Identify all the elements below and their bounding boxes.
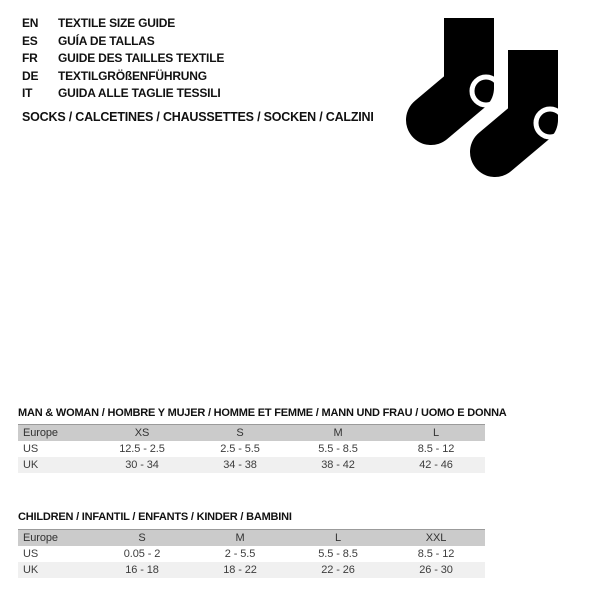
size-cell: 18 - 22 [223,564,257,576]
table-title-children: CHILDREN / INFANTIL / ENFANTS / KINDER / BAMBINI [18,511,292,523]
row-label: UK [23,564,39,576]
column-header-size: XXL [425,532,447,544]
size-cell: 34 - 38 [223,459,257,471]
size-table-adults [18,424,485,473]
table-header-row [18,424,485,441]
column-header-size: XS [134,427,150,439]
size-cell: 30 - 34 [125,459,159,471]
size-cell: 12.5 - 2.5 [119,443,165,455]
table-row-uk [18,457,485,473]
language-label: GUIDA ALLE TAGLIE TESSILI [58,86,221,100]
language-row-it [22,85,224,103]
column-header-size: S [236,427,244,439]
language-code: DE [22,68,39,83]
language-row-fr [22,50,224,68]
socks-icon [400,10,570,190]
language-code: FR [22,51,38,65]
table-row-us [18,546,485,562]
row-label: US [23,443,39,455]
column-header-size: S [138,532,146,544]
sock-back [431,18,500,120]
size-cell: 38 - 42 [321,459,355,471]
table-row-us [18,441,485,457]
row-label: US [23,548,39,560]
sock-front [495,50,564,152]
size-cell: 16 - 18 [125,564,159,576]
column-header-region: Europe [23,532,58,544]
size-cell: 5.5 - 8.5 [318,443,358,455]
column-header-size: L [334,532,342,544]
column-header-size: M [333,427,343,439]
language-code: EN [22,16,39,30]
size-cell: 2.5 - 5.5 [220,443,260,455]
column-header-size: L [432,427,440,439]
table-header-row [18,529,485,546]
size-cell: 8.5 - 12 [417,548,455,560]
language-row-de [22,68,224,86]
language-label: GUIDE DES TAILLES TEXTILE [58,51,225,65]
language-label: TEXTILGRÖßENFÜHRUNG [58,68,207,83]
row-label: UK [23,459,39,471]
size-cell: 8.5 - 12 [417,443,455,455]
size-cell: 0.05 - 2 [123,548,161,560]
size-cell: 2 - 5.5 [224,548,256,560]
column-header-size: M [235,532,245,544]
size-cell: 5.5 - 8.5 [318,548,358,560]
table-row-uk [18,562,485,578]
language-list [22,15,224,103]
size-cell: 22 - 26 [321,564,355,576]
size-cell: 42 - 46 [419,459,453,471]
language-label: TEXTILE SIZE GUIDE [58,16,176,30]
language-row-es [22,33,224,51]
language-code: IT [22,86,33,100]
category-title: SOCKS / CALCETINES / CHAUSSETTES / SOCKEN / CALZINI [22,110,374,124]
language-code: ES [22,33,38,48]
language-row-en [22,15,224,33]
language-label: GUÍA DE TALLAS [58,33,155,48]
size-cell: 26 - 30 [419,564,453,576]
table-title-adults: MAN & WOMAN / HOMBRE Y MUJER / HOMME ET FEMME / MANN UND FRAU / UOMO E DONNA [18,407,507,419]
column-header-region: Europe [23,427,58,439]
size-table-children [18,529,485,578]
